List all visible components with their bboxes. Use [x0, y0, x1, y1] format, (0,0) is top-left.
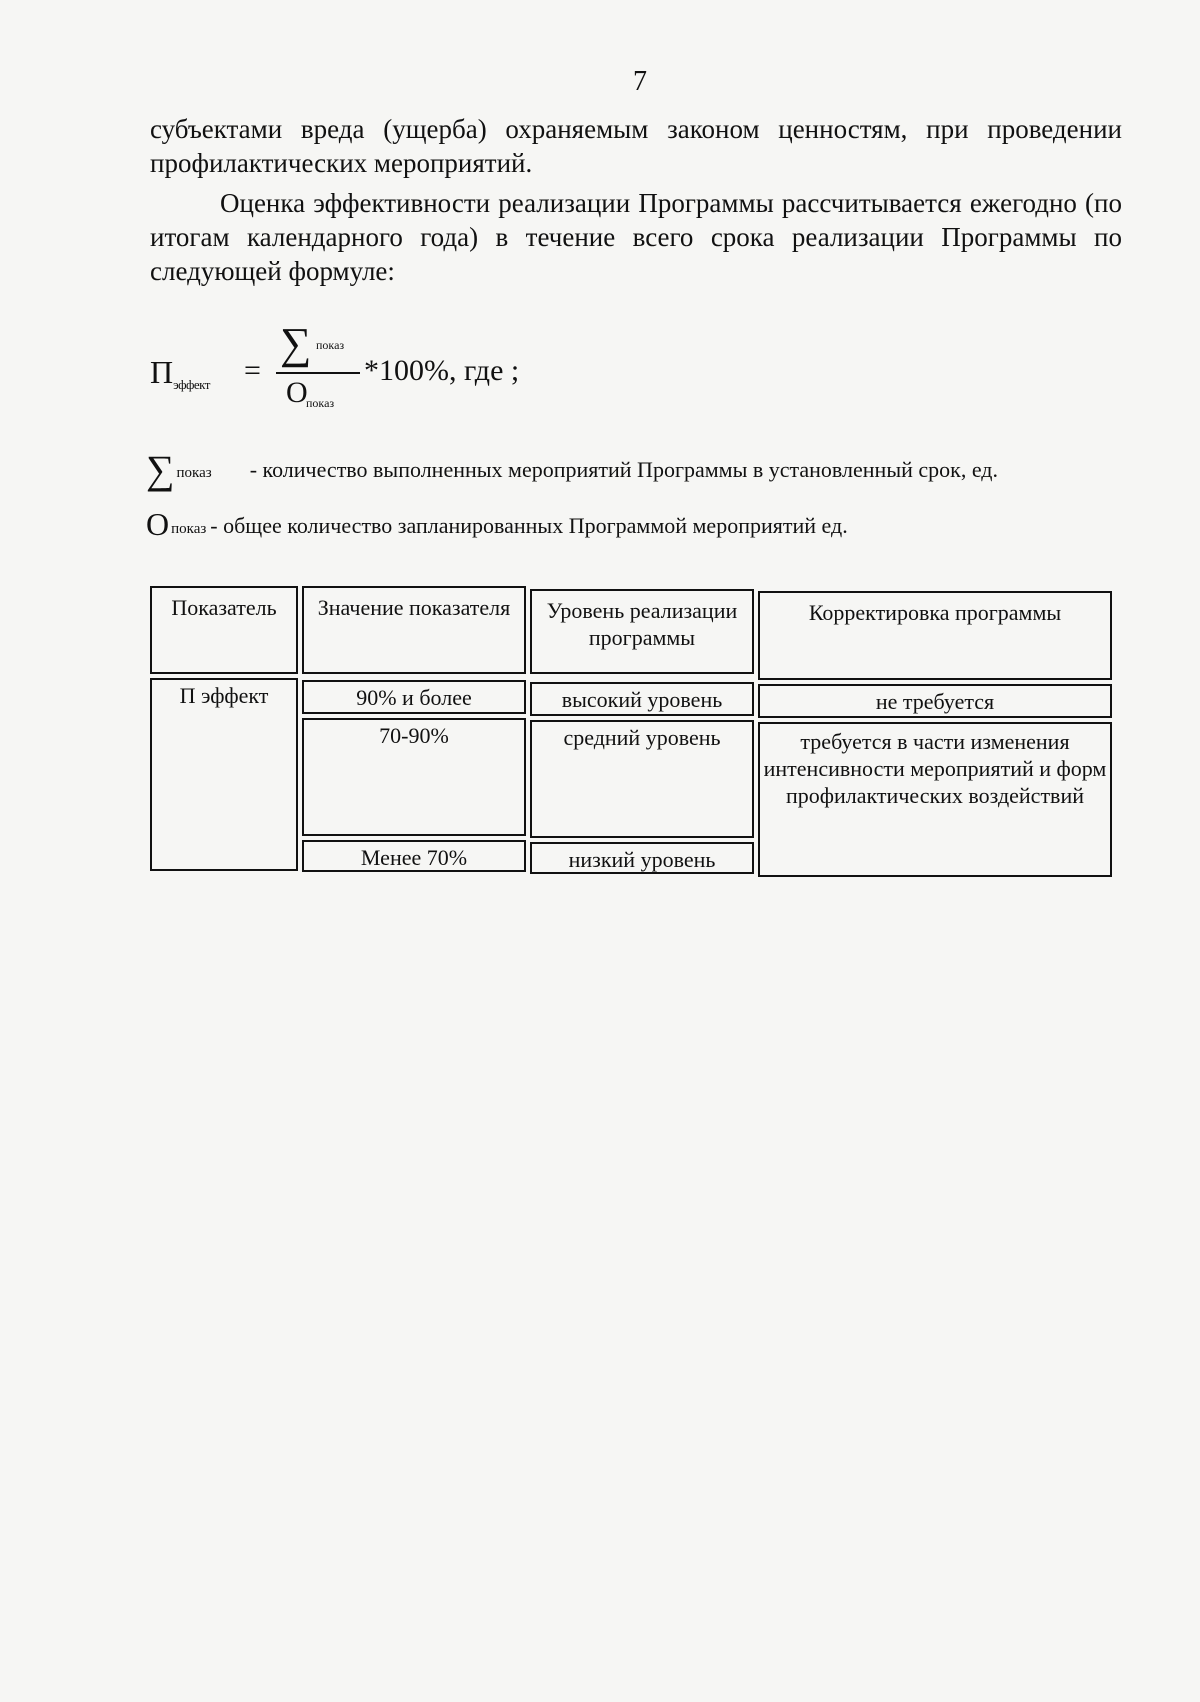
level-cell: высокий уровень [530, 682, 754, 716]
level-cell: средний уровень [530, 720, 754, 838]
value-cell: 70-90% [302, 718, 526, 836]
value-cell: 90% и более [302, 680, 526, 714]
numerator-sub: показ [316, 338, 345, 352]
header-value: Значение показателя [302, 586, 526, 674]
formula-equals: = [244, 354, 261, 387]
paragraph-2: Оценка эффективности реализации Программы рассчитывается ежегодно (по итогам календарного года) в течение всего срока реализации Программы по следующей формуле: [150, 188, 1122, 286]
page-number: 7 [633, 66, 647, 97]
formula-rest: *100%, где ; [364, 354, 520, 387]
header-level: Уровень реализации программы [530, 589, 754, 674]
formula-lhs-sub: эффект [173, 377, 210, 392]
fraction-bar [276, 372, 360, 374]
formula-lhs: Пэффект [150, 354, 210, 392]
definition-text: - общее количество запланированных Программой мероприятий ед. [210, 513, 848, 538]
definition-symbol: ∑ [146, 447, 175, 492]
denominator-sub: показ [306, 396, 335, 410]
definition-sub: показ [171, 521, 207, 537]
value-cell: Менее 70% [302, 840, 526, 872]
level-cell: низкий уровень [530, 842, 754, 874]
definition-sub: показ [176, 465, 212, 481]
header-correction: Корректировка программы [758, 591, 1112, 680]
correction-cell: не требуется [758, 684, 1112, 718]
definition-symbol: О [146, 506, 170, 542]
definition-total [146, 506, 848, 543]
efficiency-formula [150, 320, 550, 420]
formula-fraction [276, 319, 360, 414]
definition-text: - количество выполненных мероприятий Программы в установленный срок, ед. [249, 457, 998, 482]
correction-cell: требуется в части изменения интенсивности мероприятий и форм профилактических воздействий [758, 722, 1112, 877]
denominator: О [286, 376, 308, 409]
header-indicator: Показатель [150, 586, 298, 674]
sum-symbol: ∑ [280, 319, 312, 368]
paragraph-1: субъектами вреда (ущерба) охраняемым законом ценностям, при проведении профилактических мероприятий. [150, 114, 1122, 178]
indicator-cell: П эффект [150, 678, 298, 871]
definition-sum [146, 446, 998, 493]
